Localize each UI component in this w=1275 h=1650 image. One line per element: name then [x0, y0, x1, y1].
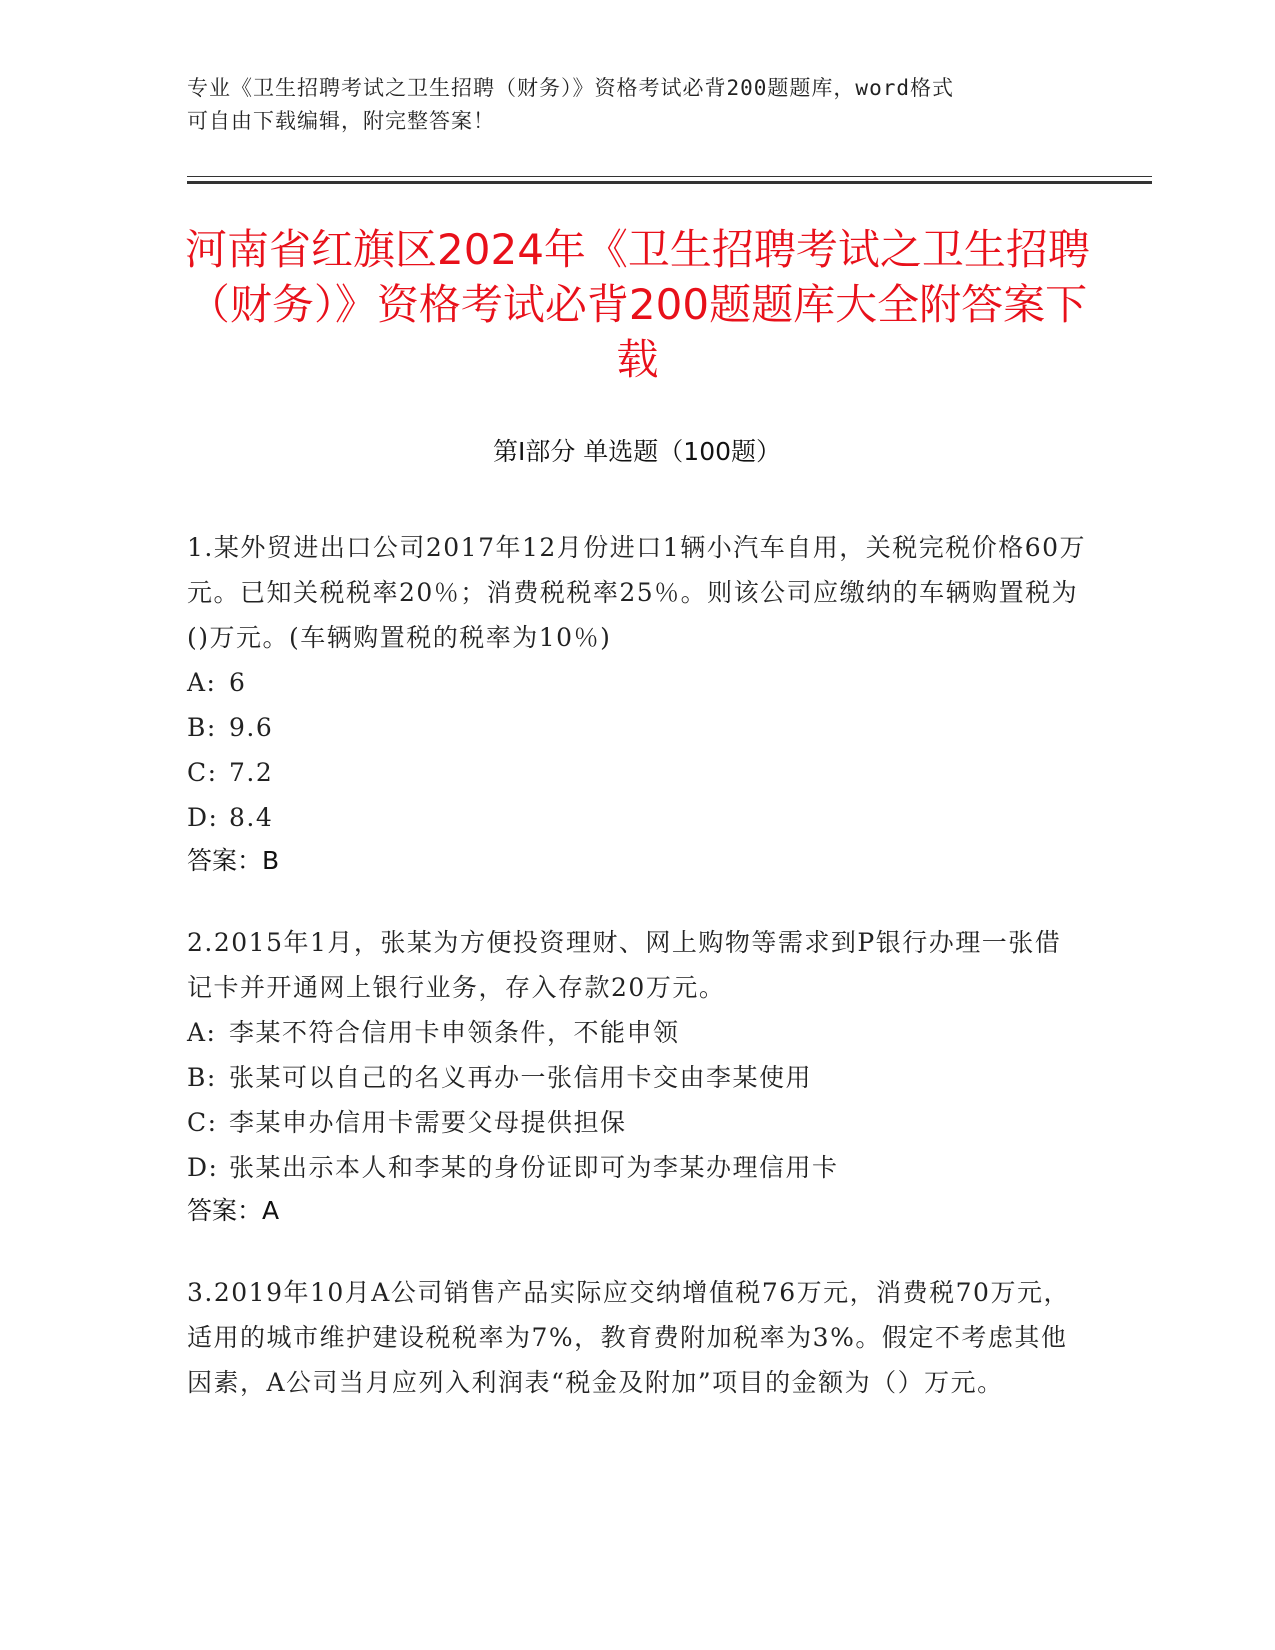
option-text: 8.4	[229, 803, 274, 832]
option-text: 张某可以自己的名义再办一张信用卡交由李某使用	[229, 1063, 813, 1092]
question-text: 2.2015年1月，张某为方便投资理财、网上购物等需求到P银行办理一张借记卡并开通网上银行业务，存入存款20万元。	[187, 928, 1062, 1002]
option-b	[187, 705, 1087, 750]
option-text: 6	[229, 668, 247, 697]
question-text: 3.2019年10月A公司销售产品实际应交纳增值税76万元，消费税70万元，适用的城市维护建设税税率为7%，教育费附加税率为3%。假定不考虑其他因素，A公司当月应列入利润表“税金及附加”项目的金额为（）万元。	[187, 1278, 1070, 1397]
option-text: 李某不符合信用卡申领条件，不能申领	[229, 1018, 680, 1047]
answer-label: 答案：	[187, 846, 263, 875]
option-key: A:	[187, 668, 217, 697]
answer-label: 答案：	[187, 1196, 263, 1225]
option-text: 9.6	[229, 713, 274, 742]
option-list	[187, 1010, 1087, 1190]
option-a	[187, 1010, 1087, 1055]
option-text: 7.2	[229, 758, 274, 787]
option-a	[187, 660, 1087, 705]
option-key: B:	[187, 1063, 217, 1092]
option-key: A:	[187, 1018, 217, 1047]
header-divider-thin	[187, 176, 1152, 177]
option-key: C:	[187, 1108, 218, 1137]
option-c	[187, 750, 1087, 795]
option-d	[187, 1145, 1087, 1190]
option-key: C:	[187, 758, 218, 787]
answer-value: A	[262, 1196, 280, 1225]
answer-line	[187, 1190, 1087, 1232]
header-divider-thick	[187, 181, 1152, 184]
option-key: D:	[187, 1153, 219, 1182]
option-text: 李某申办信用卡需要父母提供担保	[229, 1108, 627, 1137]
answer-value: B	[262, 846, 280, 875]
question-text: 1.某外贸进出口公司2017年12月份进口1辆小汽车自用，关税完税价格60万元。已知关税税率20％；消费税税率25％。则该公司应缴纳的车辆购置税为()万元。(车辆购置税的税率为10％)	[187, 533, 1087, 652]
answer-line	[187, 840, 1087, 882]
question-2	[187, 920, 1087, 1232]
header-note-line-1: 专业《卫生招聘考试之卫生招聘（财务）》资格考试必背200题题库，word格式	[187, 76, 954, 100]
option-b	[187, 1055, 1087, 1100]
document-title: 河南省红旗区2024年《卫生招聘考试之卫生招聘（财务）》资格考试必背200题题库大全附答案下载	[185, 225, 1090, 384]
option-text: 张某出示本人和李某的身份证即可为李某办理信用卡	[229, 1153, 839, 1182]
option-c	[187, 1100, 1087, 1145]
question-list	[187, 525, 1087, 1443]
option-key: D:	[187, 803, 219, 832]
question-1	[187, 525, 1087, 882]
option-list	[187, 660, 1087, 840]
header-note	[187, 72, 1067, 138]
section-heading: 第Ⅰ部分 单选题（100题）	[492, 437, 782, 466]
option-d	[187, 795, 1087, 840]
header-note-line-2: 可自由下载编辑，附完整答案！	[187, 109, 495, 133]
option-key: B:	[187, 713, 217, 742]
question-3	[187, 1270, 1087, 1405]
